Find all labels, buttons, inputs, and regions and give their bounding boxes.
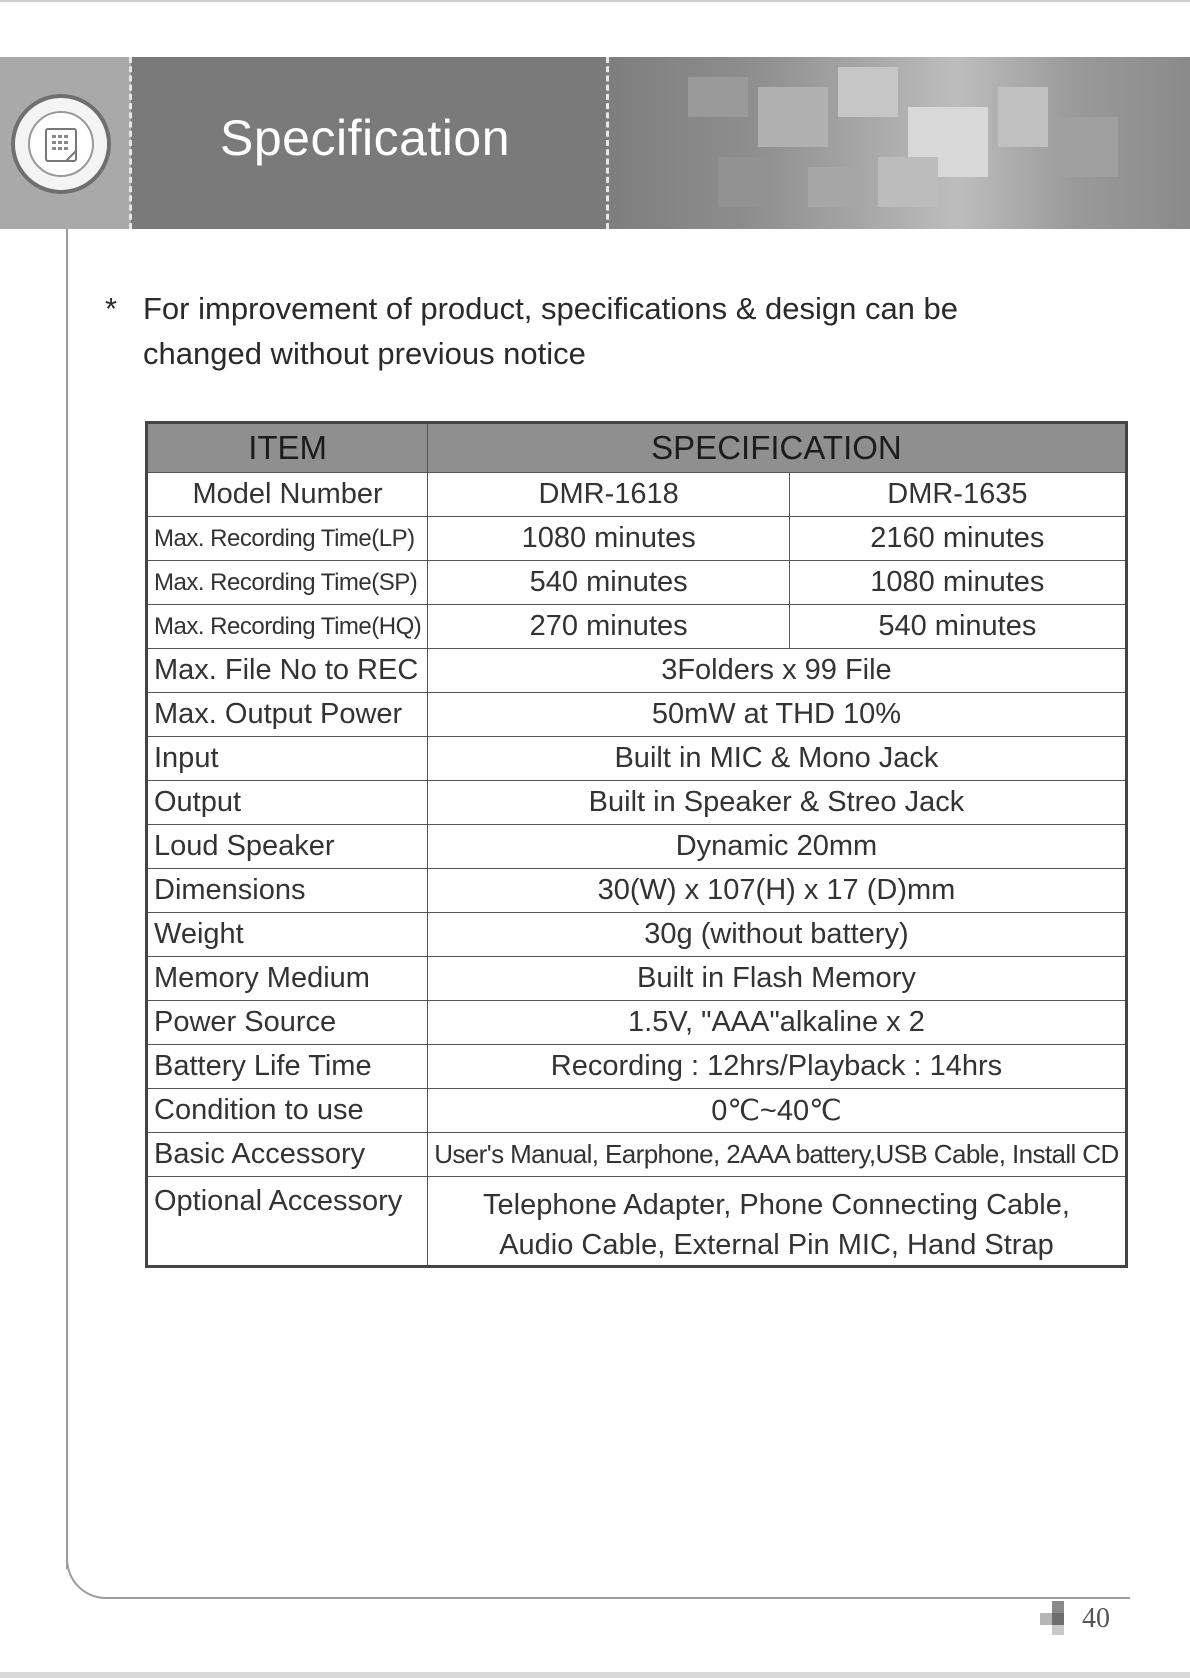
page-number: 40 [1082,1603,1110,1634]
table-row [147,693,1127,737]
table-row [147,781,1127,825]
row-value: 0℃~40℃ [428,1089,1126,1133]
row-label: Weight [147,913,428,957]
frame-bottom-line [124,1597,1130,1599]
top-rule [0,0,1190,2]
row-label: Dimensions [147,869,428,913]
row-label: Max. Output Power [147,693,428,737]
table-row [147,869,1127,913]
row-value-a: 540 minutes [428,561,790,605]
row-label: Loud Speaker [147,825,428,869]
row-value: Built in MIC & Mono Jack [428,737,1126,781]
row-label: Max. Recording Time(HQ) [147,605,428,649]
row-label: Model Number [147,473,428,517]
row-label: Optional Accessory [147,1177,428,1267]
bottom-rule [0,1672,1190,1678]
row-value-b: 1080 minutes [790,561,1127,605]
table-row [147,1133,1127,1177]
table-header-row [147,423,1127,473]
notice-line-2: changed without previous notice [143,336,586,371]
row-value: 30(W) x 107(H) x 17 (D)mm [428,869,1126,913]
banner-divider-left [129,57,132,229]
banner-divider-right [606,57,609,229]
row-label: Max. Recording Time(SP) [147,561,428,605]
row-value: Built in Flash Memory [428,957,1126,1001]
row-label: Battery Life Time [147,1045,428,1089]
row-value-b: DMR-1635 [790,473,1127,517]
row-value: 50mW at THD 10% [428,693,1126,737]
row-label: Max. Recording Time(LP) [147,517,428,561]
row-value-b: 2160 minutes [790,517,1127,561]
table-row [147,1045,1127,1089]
page-title: Specification [220,110,510,166]
banner-pixel-panel [608,57,1190,229]
frame-corner [66,1549,126,1599]
asterisk-mark: * [105,291,118,326]
table-row [147,605,1127,649]
row-label: Basic Accessory [147,1133,428,1177]
header-banner [0,57,1190,229]
spec-table [145,421,1128,1268]
section-badge [11,94,111,194]
header-specification: SPECIFICATION [428,423,1126,473]
row-value: Recording : 12hrs/Playback : 14hrs [428,1045,1126,1089]
table-row [147,561,1127,605]
header-item: ITEM [147,423,428,473]
table-row [147,517,1127,561]
row-label: Max. File No to REC [147,649,428,693]
table-row [147,913,1127,957]
table-row [147,1089,1127,1133]
row-value-a: DMR-1618 [428,473,790,517]
table-row [147,649,1127,693]
row-value [428,1177,1126,1267]
row-label: Output [147,781,428,825]
row-label: Input [147,737,428,781]
table-row [147,825,1127,869]
row-value: Dynamic 20mm [428,825,1126,869]
notice-line-1: For improvement of product, specifications & design can be [143,291,959,326]
table-row [147,473,1127,517]
row-value-a: 1080 minutes [428,517,790,561]
row-label: Memory Medium [147,957,428,1001]
frame-left-line [66,229,68,1569]
row-value: 1.5V, "AAA"alkaline x 2 [428,1001,1126,1045]
row-value-b: 540 minutes [790,605,1127,649]
row-value: 3Folders x 99 File [428,649,1126,693]
page-corner-icon [1038,1597,1078,1637]
table-row [147,957,1127,1001]
document-list-icon [44,127,80,163]
row-value: Built in Speaker & Streo Jack [428,781,1126,825]
row-value: User's Manual, Earphone, 2AAA battery,USB Cable, Install CD [428,1133,1126,1177]
row-label: Power Source [147,1001,428,1045]
row-value-a: 270 minutes [428,605,790,649]
table-row [147,1001,1127,1045]
table-row [147,1177,1127,1267]
row-value: 30g (without battery) [428,913,1126,957]
row-label: Condition to use [147,1089,428,1133]
optional-line-2: Audio Cable, External Pin MIC, Hand Strap [499,1229,1054,1261]
optional-line-1: Telephone Adapter, Phone Connecting Cable, [483,1189,1070,1221]
table-row [147,737,1127,781]
